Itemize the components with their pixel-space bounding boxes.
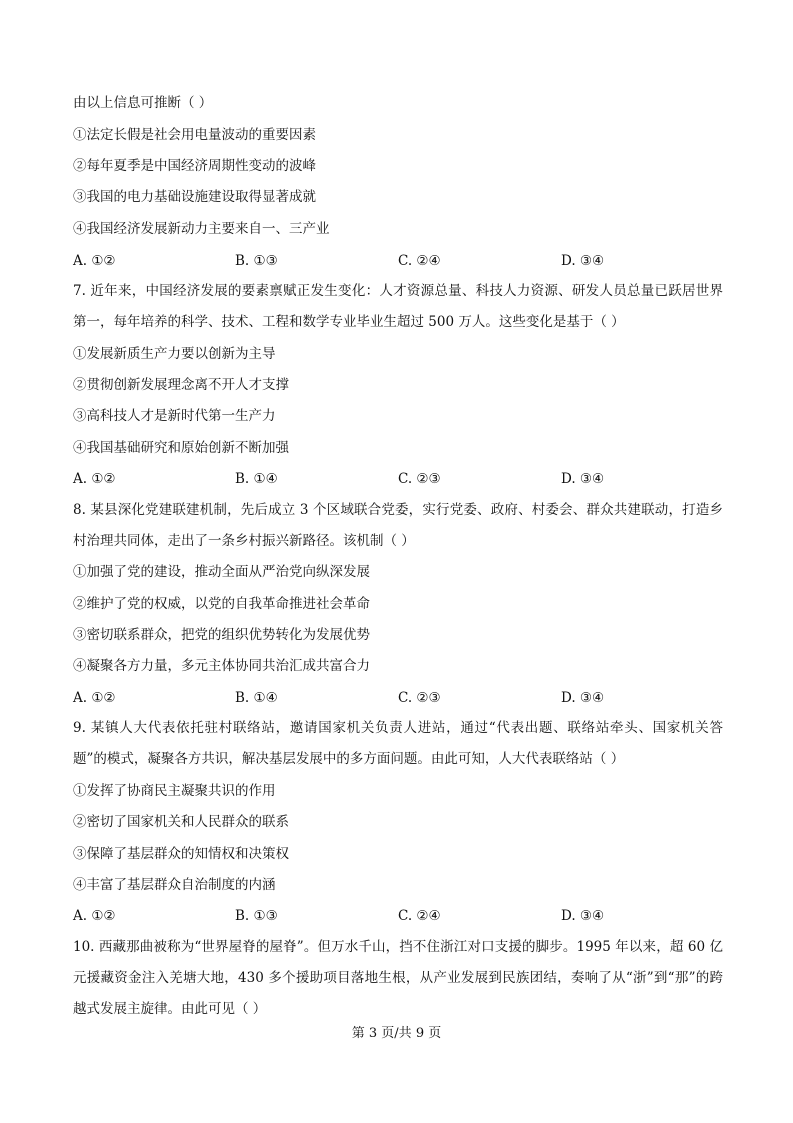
q8-options bbox=[73, 689, 723, 707]
q7-option-d: D. ③④ bbox=[561, 471, 605, 487]
q7-option-c: C. ②③ bbox=[398, 471, 441, 487]
q9-item-3: ③保障了基层群众的知情权和决策权 bbox=[73, 846, 289, 862]
q6-item-1: ①法定长假是社会用电量波动的重要因素 bbox=[73, 127, 316, 143]
q7-item-4: ④我国基础研究和原始创新不断加强 bbox=[73, 440, 289, 456]
q6-item-4: ④我国经济发展新动力主要来自一、三产业 bbox=[73, 221, 330, 237]
q8-option-c: C. ②③ bbox=[398, 690, 441, 706]
q6-stem-tail: 由以上信息可推断（ ） bbox=[73, 95, 213, 111]
q7-option-b: B. ①④ bbox=[235, 471, 278, 487]
q8-item-3: ③密切联系群众，把党的组织优势转化为发展优势 bbox=[73, 627, 370, 643]
q9-option-a: A. ①② bbox=[73, 908, 116, 924]
q8-option-b: B. ①④ bbox=[235, 690, 278, 706]
q8-option-d: D. ③④ bbox=[561, 690, 605, 706]
q6-item-3: ③我国的电力基础设施建设取得显著成就 bbox=[73, 189, 316, 205]
q6-item-2: ②每年夏季是中国经济周期性变动的波峰 bbox=[73, 158, 316, 174]
q9-item-4: ④丰富了基层群众自治制度的内涵 bbox=[73, 877, 276, 893]
q8-option-a: A. ①② bbox=[73, 690, 116, 706]
q6-option-a: A. ①② bbox=[73, 253, 116, 269]
q8-stem: 8. 某县深化党建联建机制，先后成立 3 个区域联合党委，实行党委、政府、村委会、群众共建联动，打造乡村治理共同体，走出了一条乡村振兴新路径。该机制（ ） bbox=[73, 502, 723, 549]
q9-option-b: B. ①③ bbox=[235, 908, 278, 924]
q7-item-3: ③高科技人才是新时代第一生产力 bbox=[73, 408, 276, 424]
q7-item-2: ②贯彻创新发展理念离不开人才支撑 bbox=[73, 377, 289, 393]
q9-option-d: D. ③④ bbox=[561, 908, 605, 924]
q9-item-1: ①发挥了协商民主凝聚共识的作用 bbox=[73, 783, 276, 799]
q6-option-c: C. ②④ bbox=[398, 253, 441, 269]
q8-item-4: ④凝聚各方力量，多元主体协同共治汇成共富合力 bbox=[73, 658, 370, 674]
q6-options bbox=[73, 252, 723, 270]
q7-options bbox=[73, 470, 723, 488]
q7-option-a: A. ①② bbox=[73, 471, 116, 487]
q8-item-2: ②维护了党的权威，以党的自我革命推进社会革命 bbox=[73, 596, 370, 612]
q8-item-1: ①加强了党的建设，推动全面从严治党向纵深发展 bbox=[73, 564, 370, 580]
q10-stem: 10. 西藏那曲被称为“世界屋脊的屋脊”。但万水千山，挡不住浙江对口支援的脚步。1995 年以来，超 60 亿元援藏资金注入羌塘大地，430 多个援助项目落地生根，从产业发展到民族团结，奏响了从“浙”到“那”的跨越式发展主旋律。由此可见（ ） bbox=[73, 939, 723, 1017]
q7-item-1: ①发展新质生产力要以创新为主导 bbox=[73, 346, 276, 362]
q9-item-2: ②密切了国家机关和人民群众的联系 bbox=[73, 814, 289, 830]
q6-option-b: B. ①③ bbox=[235, 253, 278, 269]
q9-options bbox=[73, 907, 723, 925]
q9-stem: 9. 某镇人大代表依托驻村联络站，邀请国家机关负责人进站，通过“代表出题、联络站牵头、国家机关答题”的模式，凝聚各方共识，解决基层发展中的多方面问题。由此可知，人大代表联络站（ ） bbox=[73, 720, 723, 767]
q9-option-c: C. ②④ bbox=[398, 908, 441, 924]
page-footer: 第 3 页/共 9 页 bbox=[351, 1026, 442, 1041]
q6-option-d: D. ③④ bbox=[561, 253, 605, 269]
q7-stem: 7. 近年来，中国经济发展的要素禀赋正发生变化：人才资源总量、科技人力资源、研发人员总量已跃居世界第一，每年培养的科学、技术、工程和数学专业毕业生超过 500 万人。这些变化是基于（ ） bbox=[73, 283, 723, 330]
